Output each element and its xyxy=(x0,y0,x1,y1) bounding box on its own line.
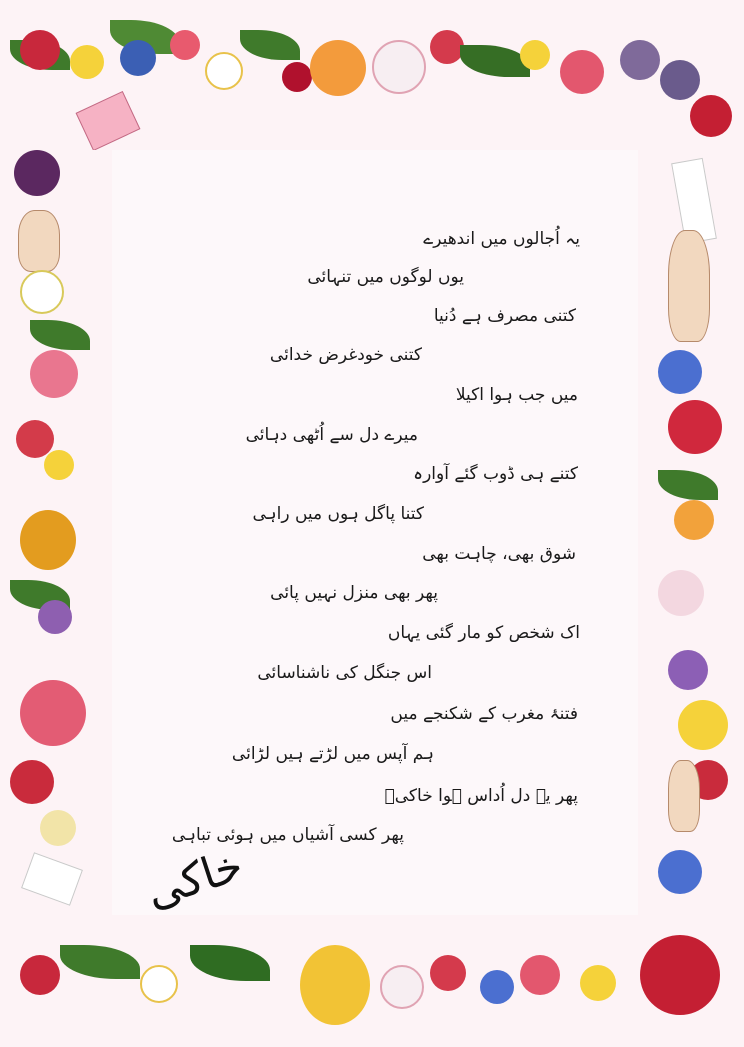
poem-line: کتنی مصرف ہے دُنیا xyxy=(433,306,576,326)
poem-line: فتنۂ مغرب کے شکنجے میں xyxy=(390,704,578,724)
poem-line: میں جب ہوا اکیلا xyxy=(455,385,578,405)
poem-line: ہم آپس میں لڑتے ہیں لڑائی xyxy=(231,744,434,764)
poem-line: کتنی خودغرض خدائی xyxy=(269,345,422,365)
poem-line: کتنے ہی ڈوب گئے آوارہ xyxy=(413,464,578,484)
floral-border-bottom xyxy=(0,915,744,1047)
poem-line: اس جنگل کی ناشناسائی xyxy=(257,663,432,683)
poem-line: شوق بھی، چاہت بھی xyxy=(422,544,576,564)
poem-line: میرے دل سے اُٹھی دہائی xyxy=(245,425,418,445)
poem-line: پھر کسی آشیاں میں ہوئی تباہی xyxy=(171,825,404,845)
signature: خاکی xyxy=(140,839,250,919)
poem-line: پھر یہ دل اُداس ہوا خاکیؔ xyxy=(384,786,578,806)
poem-line: پھر بھی منزل نہیں پائی xyxy=(270,583,438,603)
poem-line: کتنا پاگل ہوں میں راہی xyxy=(252,504,424,524)
floral-border-right xyxy=(638,120,744,940)
poem-line: یہ اُجالوں میں اندھیرے xyxy=(423,229,580,249)
poem-line: اک شخص کو مار گئی یہاں xyxy=(387,623,580,643)
poem-line: یوں لوگوں میں تنہائی xyxy=(307,267,464,287)
floral-border-left xyxy=(0,120,112,940)
